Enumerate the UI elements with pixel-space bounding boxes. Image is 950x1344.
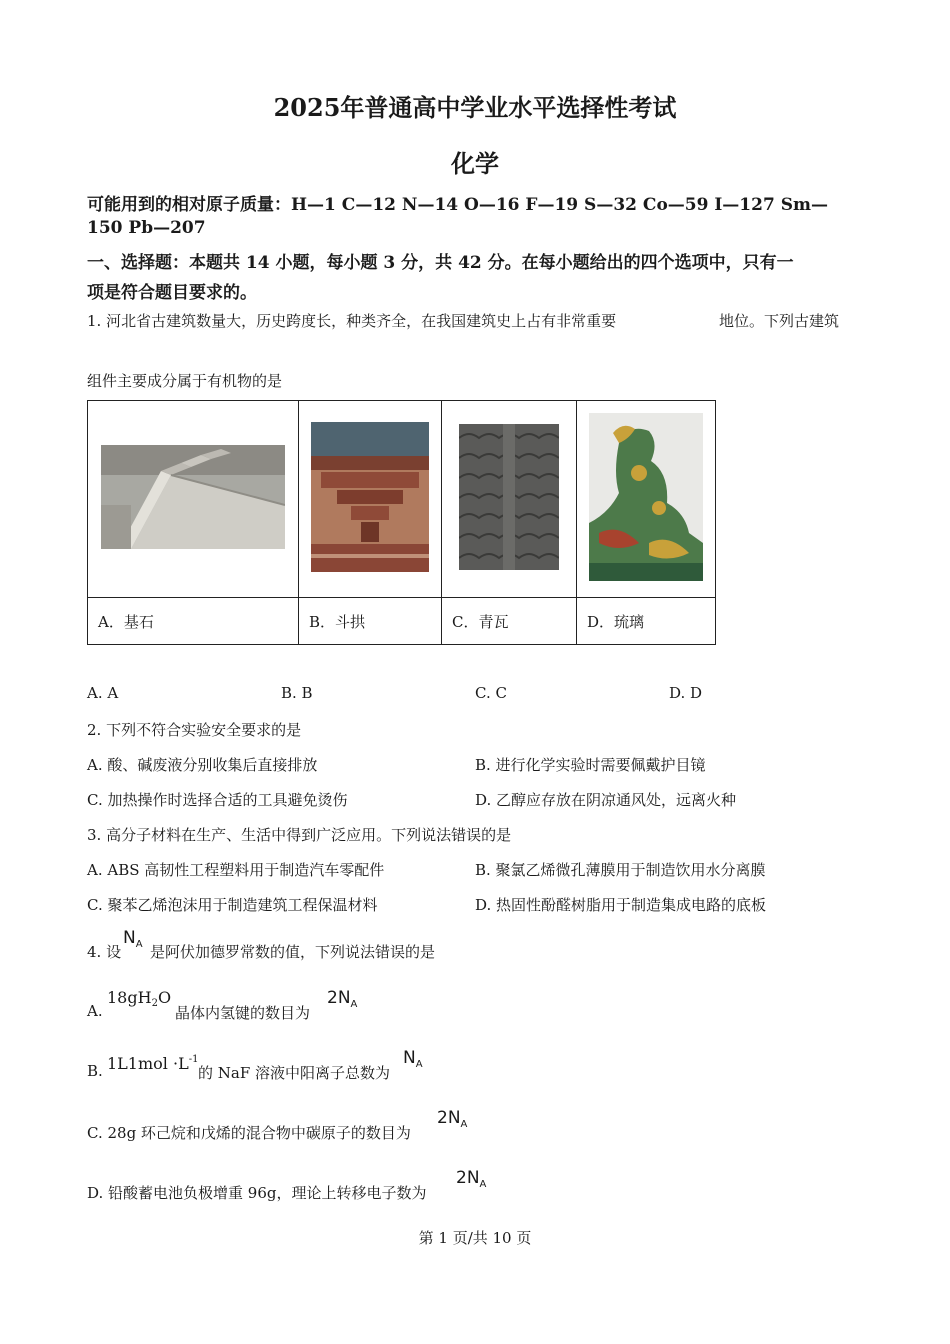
q2-option-a[interactable]: A. 酸、碱废液分别收集后直接排放 — [87, 756, 318, 774]
q1-option-table — [87, 400, 716, 645]
q1-option-a[interactable]: A. A — [87, 684, 119, 702]
atomic-mass-line-2: 150 Pb—207 — [87, 218, 206, 238]
q4-na-symbol: $N_A$ — [123, 928, 143, 950]
q4-option-b-letter[interactable]: B. — [87, 1062, 103, 1080]
q2-option-d[interactable]: D. 乙醇应存放在阴凉通风处，远离火种 — [475, 791, 737, 809]
q1-table-label-b: B．斗拱 — [299, 598, 442, 645]
page-footer: 第 1 页/共 10 页 — [418, 1229, 532, 1247]
q1-option-b[interactable]: B. B — [281, 684, 313, 702]
q1-image-cell-b — [299, 401, 442, 598]
q2-option-c[interactable]: C. 加热操作时选择合适的工具避免烫伤 — [87, 791, 348, 809]
q2-option-b[interactable]: B. 进行化学实验时需要佩戴护目镜 — [475, 756, 706, 774]
q1-stem-part1: 1. 河北省古建筑数量大，历史跨度长，种类齐全，在我国建筑史上占有非常重要 — [87, 312, 617, 330]
q1-option-c[interactable]: C. C — [475, 684, 507, 702]
q1-image-cell-d — [577, 401, 716, 598]
wooden-bracket-photo — [311, 422, 429, 572]
q4-option-c-value: $2N_A$ — [437, 1108, 468, 1130]
exam-title: 2025年普通高中学业水平选择性考试 — [273, 93, 677, 122]
q4-option-d-value: $2N_A$ — [456, 1168, 487, 1190]
q4-option-b-formula: $1L1mol \cdot L^{-1}$ — [107, 1054, 199, 1073]
q1-image-cell-c — [442, 401, 577, 598]
atomic-mass-line-1: 可能用到的相对原子质量：H—1 C—12 N—14 O—16 F—19 S—32 Co—59 I—127 Sm— — [87, 195, 828, 215]
q1-table-label-d: D．琉璃 — [577, 598, 716, 645]
q4-option-c[interactable]: C. 28g 环己烷和戊烯的混合物中碳原子的数目为 — [87, 1124, 411, 1142]
section-heading-line-1: 一、选择题：本题共 14 小题，每小题 3 分，共 42 分。在每小题给出的四个选项中，只有一 — [87, 253, 794, 273]
section-heading-line-2: 项是符合题目要求的。 — [87, 283, 257, 303]
q4-option-b-text: 的 NaF 溶液中阳离子总数为 — [198, 1064, 391, 1082]
q1-stem-line2: 组件主要成分属于有机物的是 — [87, 372, 283, 390]
q4-option-a-letter[interactable]: A. — [87, 1002, 103, 1020]
glazed-dragon-ornament-photo — [589, 413, 703, 581]
q3-stem: 3. 高分子材料在生产、生活中得到广泛应用。下列说法错误的是 — [87, 826, 512, 844]
q4-stem-suffix: 是阿伏加德罗常数的值，下列说法错误的是 — [150, 943, 436, 961]
q4-option-a-value: $2N_A$ — [327, 988, 358, 1010]
grey-roof-tiles-photo — [459, 424, 559, 570]
q1-table-label-c: C．青瓦 — [442, 598, 577, 645]
q1-option-d[interactable]: D. D — [669, 684, 703, 702]
q4-option-a-text: 晶体内氢键的数目为 — [175, 1004, 311, 1022]
q1-image-cell-a — [88, 401, 299, 598]
stone-steps-photo — [101, 445, 285, 549]
subject-title: 化学 — [451, 149, 499, 178]
q3-option-b[interactable]: B. 聚氯乙烯微孔薄膜用于制造饮用水分离膜 — [475, 861, 766, 879]
q4-stem-prefix: 4. 设 — [87, 943, 122, 961]
q1-stem-part2: 地位。下列古建筑 — [719, 312, 840, 330]
q3-option-d[interactable]: D. 热固性酚醛树脂用于制造集成电路的底板 — [475, 896, 767, 914]
q2-stem: 2. 下列不符合实验安全要求的是 — [87, 721, 302, 739]
q1-table-label-a: A．基石 — [88, 598, 299, 645]
q3-option-a[interactable]: A. ABS 高韧性工程塑料用于制造汽车零配件 — [87, 861, 385, 879]
q4-option-d[interactable]: D. 铅酸蓄电池负极增重 96g，理论上转移电子数为 — [87, 1184, 427, 1202]
q4-option-a-formula: $18gH_2O$ — [107, 988, 172, 1009]
q3-option-c[interactable]: C. 聚苯乙烯泡沫用于制造建筑工程保温材料 — [87, 896, 378, 914]
q4-option-b-value: $N_A$ — [403, 1048, 423, 1070]
